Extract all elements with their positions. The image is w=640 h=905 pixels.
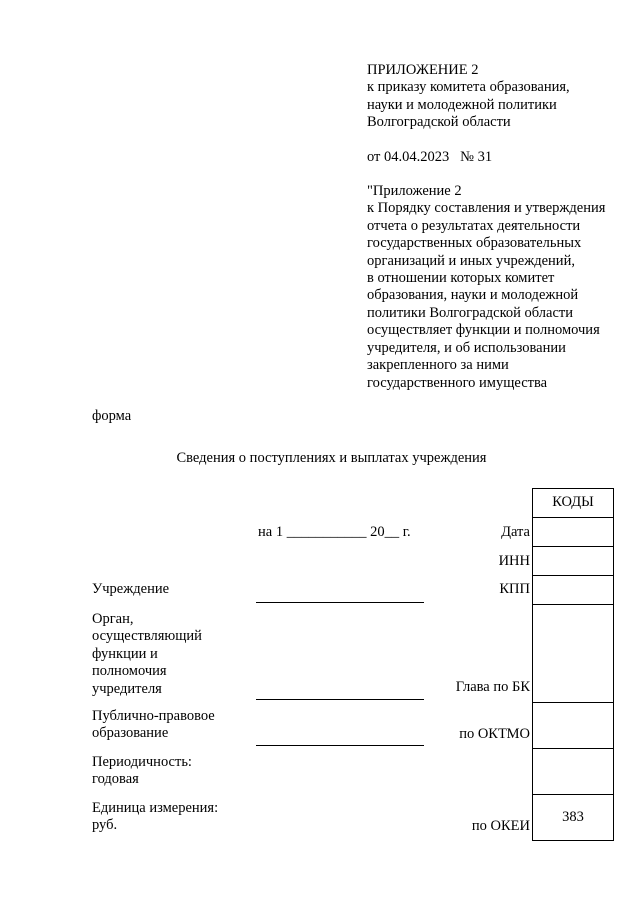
appendix-header — [367, 62, 627, 392]
unit-label: Единица измерения: руб. — [92, 800, 219, 834]
order-reference — [367, 149, 627, 166]
form-label: форма — [92, 408, 132, 424]
inn-code-cell[interactable] — [533, 547, 614, 576]
sub-appendix-line: отчета о результатах деятельности — [367, 217, 581, 234]
order-number: № 31 — [460, 148, 493, 165]
sub-appendix-line: осуществляет функции и полномочия — [367, 322, 600, 339]
institution-underline — [256, 602, 424, 603]
budget-chapter-label: Глава по БК — [455, 679, 530, 695]
oktmo-cell[interactable] — [533, 703, 614, 749]
okei-cell[interactable]: 383 — [533, 795, 614, 841]
sub-appendix-line: к Порядку составления и утверждения — [367, 200, 606, 217]
report-date-line: на 1 ___________ 20__ г. — [258, 524, 411, 540]
sub-appendix-line: образования, науки и молодежной — [367, 287, 579, 304]
date-code-cell[interactable] — [533, 518, 614, 547]
appendix-line: Волгоградской области — [367, 114, 511, 131]
institution-label: Учреждение — [92, 581, 170, 597]
periodicity-cell[interactable] — [533, 749, 614, 795]
appendix-line: науки и молодежной политики — [367, 96, 557, 113]
oktmo-label: по ОКТМО — [459, 726, 530, 742]
budget-chapter-cell[interactable] — [533, 605, 614, 703]
sub-appendix-line: политики Волгоградской области — [367, 304, 574, 321]
public-entity-underline — [256, 745, 424, 746]
codes-table — [532, 488, 614, 841]
sub-appendix-line: закрепленного за ними — [367, 357, 509, 374]
inn-code-label: ИНН — [498, 553, 530, 569]
date-code-label: Дата — [501, 524, 530, 540]
order-date: от 04.04.2023 — [367, 148, 450, 165]
sub-appendix-line: государственного имущества — [367, 374, 548, 391]
sub-appendix-line: в отношении которых комитет — [367, 270, 555, 287]
public-entity-label: Публично-правовое образование — [92, 708, 215, 742]
kpp-code-cell[interactable] — [533, 576, 614, 605]
founder-organ-underline — [256, 699, 424, 700]
appendix-title: ПРИЛОЖЕНИЕ 2 — [367, 62, 479, 78]
periodicity-label: Периодичность: годовая — [92, 754, 192, 788]
appendix-line: к приказу комитета образования, — [367, 79, 570, 96]
document-title: Сведения о поступлениях и выплатах учреждения — [176, 450, 487, 466]
sub-appendix-line: государственных образовательных — [367, 235, 582, 252]
kpp-code-label: КПП — [499, 581, 530, 597]
sub-appendix-line: учредителя, и об использовании — [367, 339, 566, 356]
sub-appendix-title: "Приложение 2 — [367, 183, 462, 200]
founder-organ-label: Орган, осуществляющий функции и полномочия учредителя — [92, 611, 202, 697]
okei-label: по ОКЕИ — [471, 818, 530, 834]
codes-header: КОДЫ — [533, 489, 614, 518]
sub-appendix-line: организаций и иных учреждений, — [367, 252, 575, 269]
